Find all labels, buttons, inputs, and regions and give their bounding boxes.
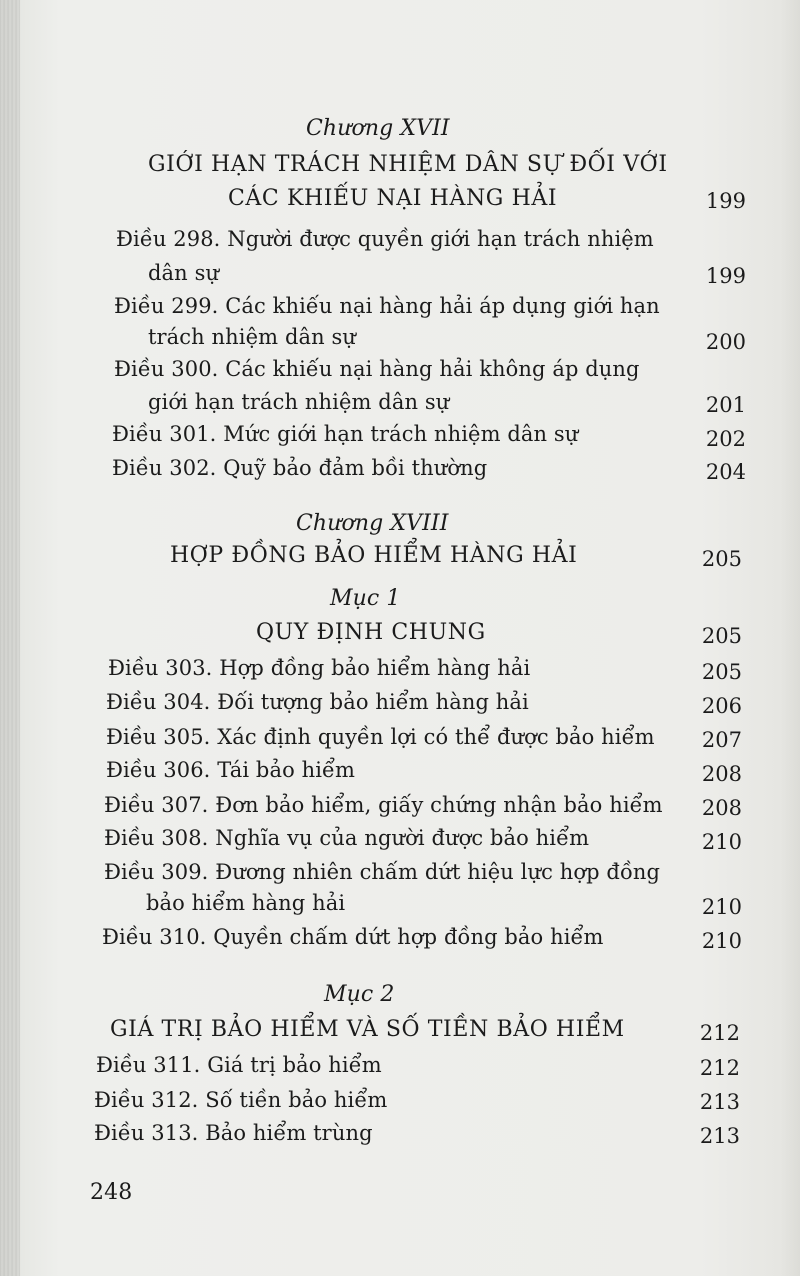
toc-entry-page: 210 <box>701 830 742 854</box>
toc-entry-page: 204 <box>705 460 746 484</box>
toc-entry-line: Điều 299. Các khiếu nại hàng hải áp dụng giới hạn <box>114 294 660 318</box>
toc-entry-line: Điều 298. Người được quyền giới hạn trách nhiệm <box>116 227 654 251</box>
section-label: Mục 2 <box>324 982 395 1007</box>
section-title: QUY ĐỊNH CHUNG <box>256 620 486 645</box>
toc-entry-page: 212 <box>699 1056 740 1080</box>
toc-entry-line: Điều 310. Quyền chấm dứt hợp đồng bảo hiểm <box>102 925 604 949</box>
section-label: Mục 1 <box>330 586 401 611</box>
chapter-page-number: 205 <box>701 547 742 571</box>
toc-entry-line: Điều 306. Tái bảo hiểm <box>106 758 356 782</box>
toc-entry-page: 201 <box>705 393 746 417</box>
toc-entry-line: Điều 302. Quỹ bảo đảm bồi thường <box>112 456 488 480</box>
toc-entry-page: 208 <box>701 796 742 820</box>
chapter-title-line: HỢP ĐỒNG BẢO HIỂM HÀNG HẢI <box>170 543 578 568</box>
toc-entry-line: Điều 312. Số tiền bảo hiểm <box>94 1088 388 1112</box>
chapter-title-line: CÁC KHIẾU NẠI HÀNG HẢI <box>228 186 558 211</box>
page-number: 248 <box>90 1180 133 1205</box>
toc-entry-page: 200 <box>705 330 746 354</box>
chapter-label: Chương XVIII <box>296 511 449 536</box>
toc-entry-page: 202 <box>705 427 746 451</box>
toc-entry-line: Điều 311. Giá trị bảo hiểm <box>96 1053 382 1077</box>
toc-entry-page: 199 <box>705 264 746 288</box>
toc-entry-line: Điều 305. Xác định quyền lợi có thể được bảo hiểm <box>106 725 655 749</box>
section-page-number: 212 <box>699 1021 740 1045</box>
toc-entry-page: 206 <box>701 694 742 718</box>
toc-entry-page: 210 <box>701 895 742 919</box>
toc-entry-page: 205 <box>701 660 742 684</box>
page-edge-shadow <box>0 0 20 1276</box>
toc-entry-line: Điều 308. Nghĩa vụ của người được bảo hiểm <box>104 826 590 850</box>
chapter-label: Chương XVII <box>306 116 450 141</box>
section-page-number: 205 <box>701 624 742 648</box>
toc-entry-line: Điều 303. Hợp đồng bảo hiểm hàng hải <box>108 656 531 680</box>
toc-entry-page: 207 <box>701 728 742 752</box>
toc-entry-line: Điều 300. Các khiếu nại hàng hải không áp dụng <box>114 357 640 381</box>
chapter-title-line: GIỚI HẠN TRÁCH NHIỆM DÂN SỰ ĐỐI VỚI <box>148 152 668 177</box>
toc-entry-line: dân sự <box>148 261 220 285</box>
section-title: GIÁ TRỊ BẢO HIỂM VÀ SỐ TIỀN BẢO HIỂM <box>110 1017 625 1042</box>
toc-entry-line: bảo hiểm hàng hải <box>146 891 346 915</box>
toc-entry-line: Điều 304. Đối tượng bảo hiểm hàng hải <box>106 690 529 714</box>
toc-entry-line: Điều 309. Đương nhiên chấm dứt hiệu lực hợp đồng <box>104 860 661 884</box>
toc-entry-page: 210 <box>701 929 742 953</box>
toc-entry-line: Điều 313. Bảo hiểm trùng <box>94 1121 373 1145</box>
toc-entry-line: Điều 301. Mức giới hạn trách nhiệm dân sự <box>112 422 579 446</box>
toc-entry-line: Điều 307. Đơn bảo hiểm, giấy chứng nhận bảo hiểm <box>104 793 663 817</box>
toc-entry-page: 208 <box>701 762 742 786</box>
toc-entry-page: 213 <box>699 1090 740 1114</box>
toc-entry-line: trách nhiệm dân sự <box>148 325 357 349</box>
toc-entry-line: giới hạn trách nhiệm dân sự <box>148 390 450 414</box>
chapter-page-number: 199 <box>705 189 746 213</box>
toc-entry-page: 213 <box>699 1124 740 1148</box>
